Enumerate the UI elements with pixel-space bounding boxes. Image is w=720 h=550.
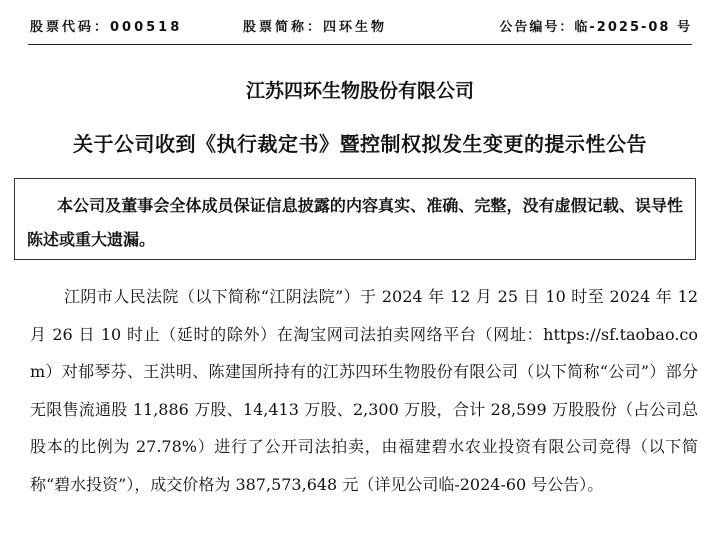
page-header [28, 10, 692, 45]
disclosure-statement: 本公司及董事会全体成员保证信息披露的内容真实、准确、完整，没有虚假记载、误导性陈述或重大遗漏。 [27, 196, 683, 249]
announcement-title: 关于公司收到《执行裁定书》暨控制权拟发生变更的提示性公告 [73, 132, 647, 156]
disclosure-statement-box [14, 178, 696, 260]
stock-name: 股票简称：四环生物 [243, 20, 388, 35]
company-name: 江苏四环生物股份有限公司 [245, 80, 474, 102]
announcement-number: 公告编号：临-2025-08 号 [499, 20, 692, 35]
body-paragraph: 江阴市人民法院（以下简称“江阴法院”）于 2024 年 12 月 25 日 10 时至 2024 年 12 月 26 日 10 时止（延时的除外）在淘宝网司法拍卖网络平台（网址：https://sf.taobao.com）对郁琴芬、王洪明、陈建国所持有的江苏四环生物股份有限公司（以下简称“公司”）部分无限售流通股 11,886 万股、14,413 万股、2,300 万股，合计 28,599 万股股份（占公司总股本的比例为 27.78%）进行了公开司法拍卖，由福建碧水农业投资有限公司竞得（以下简称“碧水投资”），成交价格为 387,573,648 元（详见公司临-2024-60 号公告）。 [30, 287, 698, 494]
stock-code: 股票代码：000518 [30, 20, 183, 35]
